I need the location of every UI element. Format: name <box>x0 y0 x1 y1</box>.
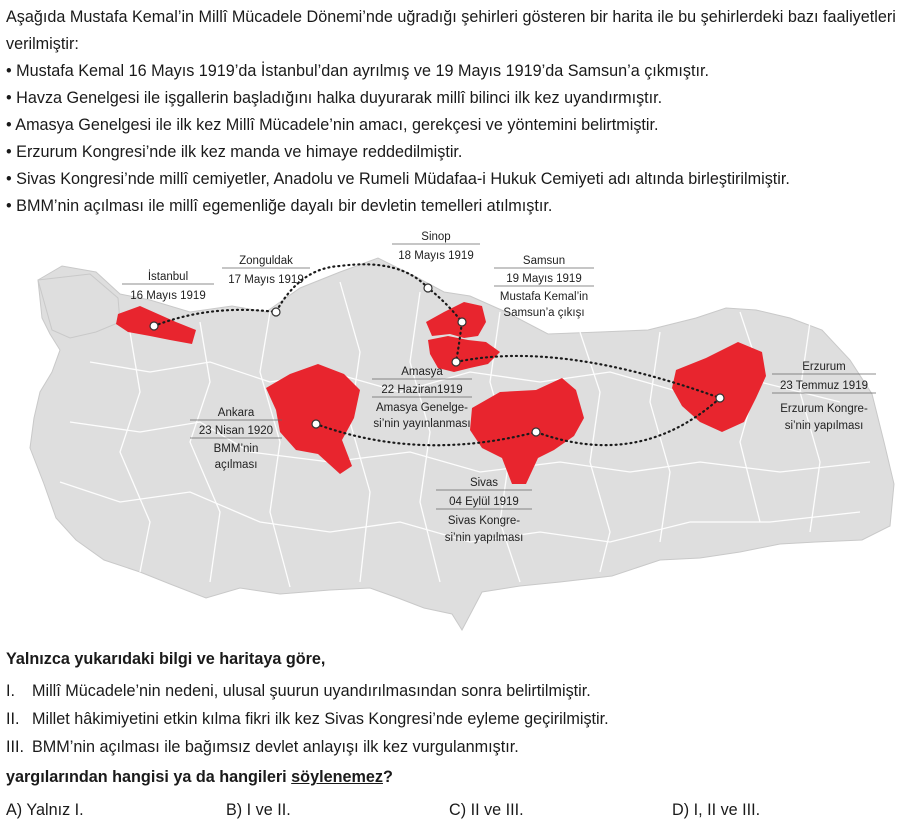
bullet-5: • Sivas Kongresi’nde millî cemiyetler, Anadolu ve Rumeli Müdafaa-i Hukuk Cemiyeti adı altında birleştirilmiştir. <box>6 170 790 188</box>
svg-text:Erzurum: Erzurum <box>802 361 846 373</box>
samsun-marker <box>458 318 466 326</box>
svg-text:Sivas Kongre-: Sivas Kongre- <box>447 515 521 527</box>
svg-text:22 Haziran1919: 22 Haziran1919 <box>381 384 463 396</box>
question-ask <box>6 768 393 787</box>
istanbul-marker <box>150 322 158 330</box>
intro-paragraph: Aşağıda Mustafa Kemal’in Millî Mücadele Dönemi’nde uğradığı şehirleri gösteren bir harita ile bu şehirlerdeki bazı faaliyetleri verilmiştir: <box>6 8 896 53</box>
sivas-marker <box>532 428 540 436</box>
statement-3-text: BMM’nin açılması ile bağımsız devlet anlayışı ilk kez vurgulanmıştır. <box>32 738 519 756</box>
svg-text:Sinop: Sinop <box>421 231 451 243</box>
statement-1-number: I. <box>6 682 15 700</box>
statement-2 <box>6 710 609 729</box>
amasya-marker <box>452 358 460 366</box>
svg-text:17 Mayıs 1919: 17 Mayıs 1919 <box>228 274 304 286</box>
option-a[interactable]: A) Yalnız I. <box>6 801 84 819</box>
svg-text:Sivas: Sivas <box>469 477 499 489</box>
intro-text-block <box>6 4 896 220</box>
label-zonguldak <box>222 255 310 286</box>
svg-text:Zonguldak: Zonguldak <box>239 255 293 267</box>
label-samsun <box>494 255 594 319</box>
svg-text:Ankara: Ankara <box>217 407 255 419</box>
svg-text:Mustafa Kemal’in: Mustafa Kemal’in <box>499 291 589 303</box>
svg-text:si’nin yayınlanması: si’nin yayınlanması <box>373 418 471 430</box>
option-d[interactable]: D) I, II ve III. <box>672 801 761 819</box>
svg-text:si’nin yapılması: si’nin yapılması <box>784 420 864 432</box>
svg-text:açılması: açılması <box>214 459 258 471</box>
svg-text:Erzurum Kongre-: Erzurum Kongre- <box>780 403 868 415</box>
svg-text:Samsun: Samsun <box>522 255 566 267</box>
turkey-route-map <box>0 222 901 642</box>
statement-3-number: III. <box>6 738 24 756</box>
svg-text:BMM’nin: BMM’nin <box>213 443 259 455</box>
ask-suffix: ? <box>382 768 393 786</box>
option-c[interactable]: C) II ve III. <box>449 801 524 819</box>
svg-text:19 Mayıs 1919: 19 Mayıs 1919 <box>506 273 582 285</box>
sinop-marker <box>424 284 432 292</box>
svg-text:Amasya Genelge-: Amasya Genelge- <box>375 402 469 414</box>
statement-2-number: II. <box>6 710 20 728</box>
label-sinop <box>392 231 480 262</box>
svg-text:Samsun’a çıkışı: Samsun’a çıkışı <box>503 307 585 319</box>
statement-1 <box>6 682 591 701</box>
svg-text:23 Temmuz 1919: 23 Temmuz 1919 <box>779 380 869 392</box>
svg-text:18 Mayıs 1919: 18 Mayıs 1919 <box>398 250 474 262</box>
bullet-2: • Havza Genelgesi ile işgallerin başladığını halka duyurarak millî bilinci ilk kez uyandırmıştır. <box>6 89 663 107</box>
bullet-1: • Mustafa Kemal 16 Mayıs 1919’da İstanbul’dan ayrılmış ve 19 Mayıs 1919’da Samsun’a çıkmıştır. <box>6 62 709 80</box>
ask-prefix: yargılarından hangisi ya da hangileri <box>6 768 292 786</box>
statement-3 <box>6 738 519 757</box>
bullet-3: • Amasya Genelgesi ile ilk kez Millî Mücadele’nin amacı, gerekçesi ve yöntemini belirtmiştir. <box>6 116 659 134</box>
svg-text:İstanbul: İstanbul <box>147 271 189 283</box>
zonguldak-marker <box>272 308 280 316</box>
ankara-marker <box>312 420 320 428</box>
ask-underlined-word: söylenemez <box>291 768 383 786</box>
svg-text:si’nin yapılması: si’nin yapılması <box>444 532 524 544</box>
bullet-4: • Erzurum Kongresi’nde ilk kez manda ve himaye reddedilmiştir. <box>6 143 463 161</box>
svg-text:16 Mayıs 1919: 16 Mayıs 1919 <box>130 290 206 302</box>
bullet-6: • BMM’nin açılması ile millî egemenliğe dayalı bir devletin temelleri atılmıştır. <box>6 197 553 215</box>
svg-text:Amasya: Amasya <box>401 366 443 378</box>
statement-2-text: Millet hâkimiyetini etkin kılma fikri ilk kez Sivas Kongresi’nde eyleme geçirilmiştir. <box>32 710 609 728</box>
statement-1-text: Millî Mücadele’nin nedeni, ulusal şuurun uyandırılmasından sonra belirtilmiştir. <box>32 682 591 700</box>
option-b[interactable]: B) I ve II. <box>226 801 291 819</box>
question-stem: Yalnızca yukarıdaki bilgi ve haritaya göre, <box>6 650 326 668</box>
label-istanbul <box>122 270 214 302</box>
svg-text:04 Eylül 1919: 04 Eylül 1919 <box>449 496 519 508</box>
svg-text:23 Nisan 1920: 23 Nisan 1920 <box>198 425 274 437</box>
erzurum-marker <box>716 394 724 402</box>
